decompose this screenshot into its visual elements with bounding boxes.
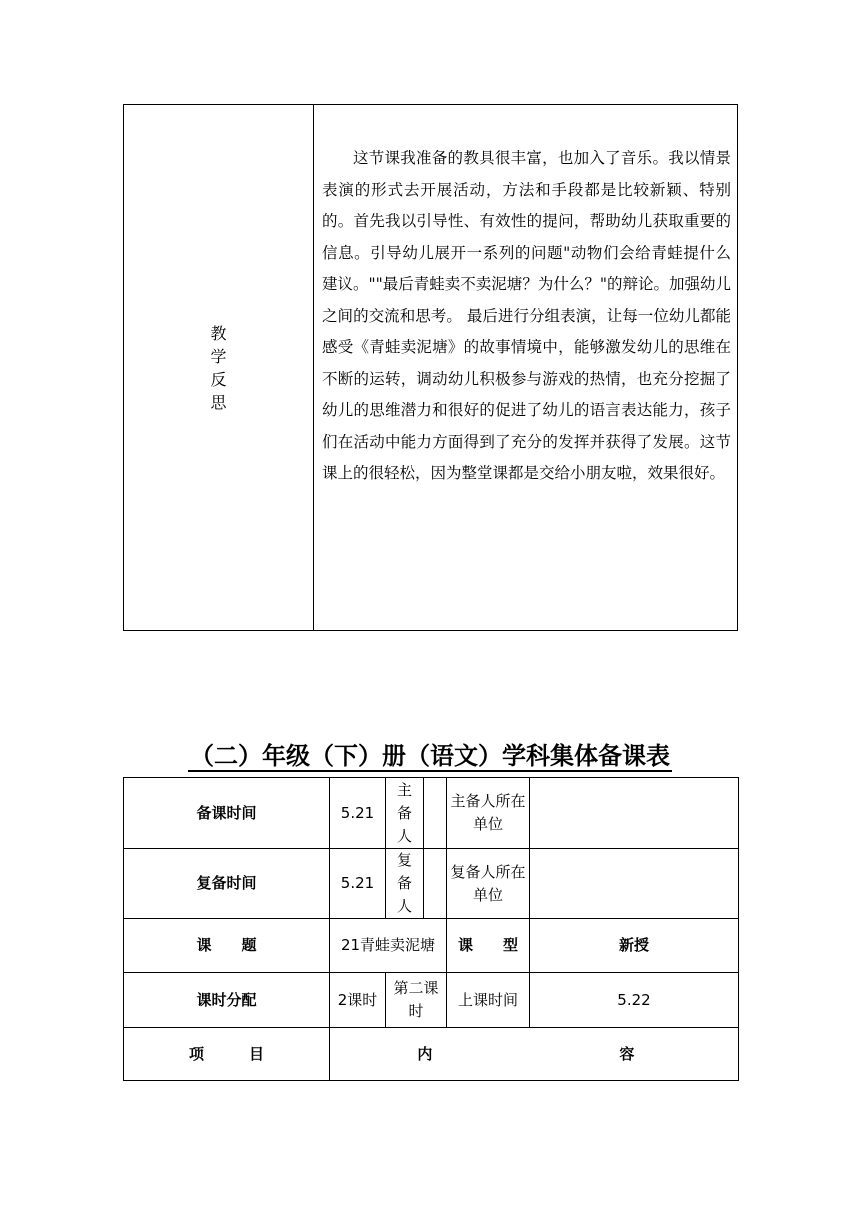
lesson-type-value: 新授	[530, 919, 739, 973]
class-time-value: 5.22	[530, 973, 739, 1028]
class-time-label: 上课时间	[447, 973, 530, 1028]
table-row	[124, 973, 739, 1028]
reviewer-value	[424, 849, 447, 919]
reflection-text: 这节课我准备的教具很丰富，也加入了音乐。我以情景表演的形式去开展活动，方法和手段都是比较新颖、特别的。首先我以引导性、有效性的提问，帮助幼儿获取重要的信息。引导幼儿展开一系列的问题"动物们会给青蛙提什么建议。""最后青蛙卖不卖泥塘？为什么？"的辩论。加强幼儿之间的交流和思考。 最后进行分组表演，让每一位幼儿都能感受《青蛙卖泥塘》的故事情境中，能够激发幼儿的思维在不断的运转，调动幼儿积极参与游戏的热情，也充分挖掘了幼儿的思维潜力和很好的促进了幼儿的语言表达能力，孩子们在活动中能力方面得到了充分的发挥并获得了发展。这节课上的很轻松，因为整堂课都是交给小朋友啦，效果很好。	[322, 149, 731, 482]
lesson-type-label: 课 型	[447, 919, 530, 973]
title-text: （二）年级（下）册（语文）学科集体备课表	[190, 742, 670, 770]
label-char: 学	[210, 346, 227, 366]
table-row	[124, 919, 739, 973]
content-header-right: 容	[619, 1044, 635, 1063]
lesson-plan-title	[0, 738, 860, 774]
lesson-plan-table	[123, 777, 739, 1081]
content-header-left: 内	[417, 1044, 433, 1063]
reflection-label	[210, 322, 226, 414]
main-preparer-value	[424, 778, 447, 849]
main-preparer-unit-value	[530, 778, 739, 849]
item-header: 项 目	[124, 1028, 330, 1081]
reflection-label-cell	[124, 105, 314, 630]
period-count: 2课时	[330, 973, 386, 1028]
table-row	[124, 1028, 739, 1081]
content-header	[330, 1028, 739, 1081]
review-time-value: 5.21	[330, 849, 386, 919]
lesson-topic-label: 课 题	[124, 919, 330, 973]
label-char: 思	[210, 392, 227, 412]
lesson-topic-value: 21青蛙卖泥塘	[330, 919, 447, 973]
label-char: 教	[210, 323, 227, 343]
main-preparer-unit-label: 主备人所在单位	[447, 778, 530, 849]
reviewer-label: 复 备 人	[386, 849, 424, 919]
prep-time-label: 备课时间	[124, 778, 330, 849]
main-preparer-label: 主 备 人	[386, 778, 424, 849]
period-allocation-label: 课时分配	[124, 973, 330, 1028]
table-row	[124, 849, 739, 919]
label-char: 反	[210, 369, 227, 389]
teaching-reflection-table	[123, 104, 738, 631]
period-which: 第二课时	[386, 973, 447, 1028]
reflection-content-cell	[314, 105, 737, 630]
table-row	[124, 778, 739, 849]
review-time-label: 复备时间	[124, 849, 330, 919]
reviewer-unit-label: 复备人所在单位	[447, 849, 530, 919]
prep-time-value: 5.21	[330, 778, 386, 849]
reviewer-unit-value	[530, 849, 739, 919]
